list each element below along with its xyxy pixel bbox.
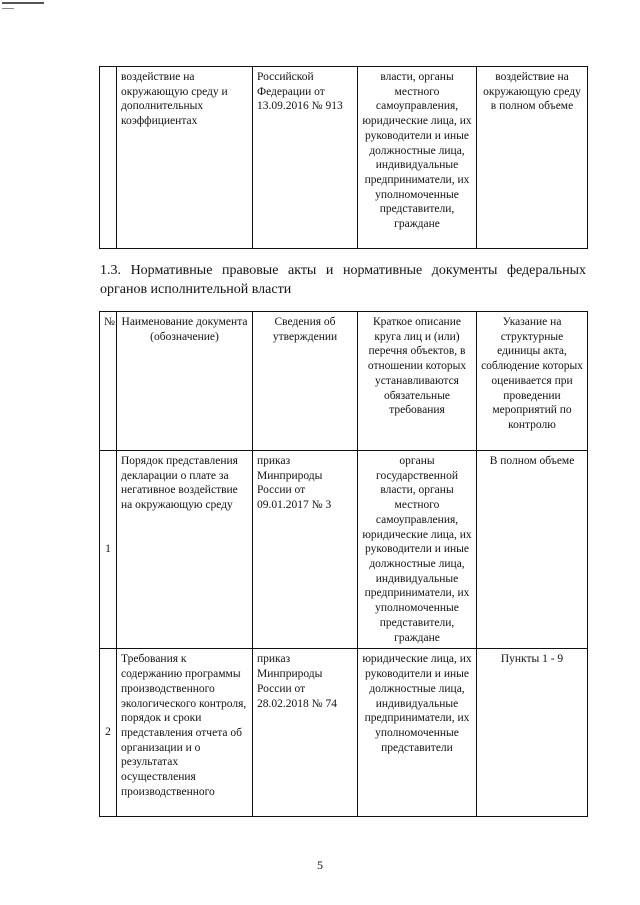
header-document-name: Наименование документа (обозначение) xyxy=(117,312,253,451)
continued-table xyxy=(99,66,588,249)
row-number: 2 xyxy=(100,649,117,817)
row-document-name: Порядок представления декларации о плате за негативное воздействие на окружающую среду xyxy=(117,451,253,649)
header-structural-units: Указание на структурные единицы акта, соблюдение которых оценивается при проведении мероприятий по контролю xyxy=(477,312,588,451)
row-persons-description: юридические лица, их руководители и иные должностные лица, индивидуальные предприниматели, их уполномоченные представители xyxy=(358,649,477,817)
table-header-row xyxy=(100,312,588,451)
page-number: 5 xyxy=(317,858,323,872)
row-number: 1 xyxy=(100,451,117,649)
table-row xyxy=(100,649,588,817)
continued-table-row xyxy=(100,67,588,249)
header-approval-info: Сведения об утверждении xyxy=(253,312,358,451)
row-document-name: Требования к содержанию программы производственного экологического контроля, порядок и сроки представления отчета об организации и о результатах осуществления производственного xyxy=(117,649,253,817)
row-structural-units: В полном объеме xyxy=(477,451,588,649)
header-number: № xyxy=(100,312,117,451)
row-approval-info: приказ Минприроды России от 28.02.2018 № 74 xyxy=(253,649,358,817)
continued-approval-cell: Российской Федерации от 13.09.2016 № 913 xyxy=(253,67,358,249)
row-approval-info: приказ Минприроды России от 09.01.2017 № 3 xyxy=(253,451,358,649)
continued-units-cell: воздействие на окружающую среду в полном объеме xyxy=(477,67,588,249)
continued-name-cell: воздействие на окружающую среду и дополнительных коэффициентах xyxy=(117,67,253,249)
continued-number-cell xyxy=(100,67,117,249)
row-structural-units: Пункты 1 - 9 xyxy=(477,649,588,817)
row-persons-description: органы государственной власти, органы местного самоуправления, юридические лица, их руководители и иные должностные лица, индивидуальные предприниматели, их уполномоченные представители, граждане xyxy=(358,451,477,649)
scan-artifact-line xyxy=(2,2,44,4)
continued-persons-cell: власти, органы местного самоуправления, юридические лица, их руководители и иные должностные лица, индивидуальные предприниматели, их уполномоченные представители, граждане xyxy=(358,67,477,249)
normative-acts-table xyxy=(99,311,588,817)
scan-artifact-line-small xyxy=(2,8,14,9)
section-heading: 1.3. Нормативные правовые акты и нормативные документы федеральных органов исполнительной власти xyxy=(100,263,586,297)
table-row xyxy=(100,451,588,649)
header-persons-description: Краткое описание круга лиц и (или) перечня объектов, в отношении которых устанавливаются обязательные требования xyxy=(358,312,477,451)
